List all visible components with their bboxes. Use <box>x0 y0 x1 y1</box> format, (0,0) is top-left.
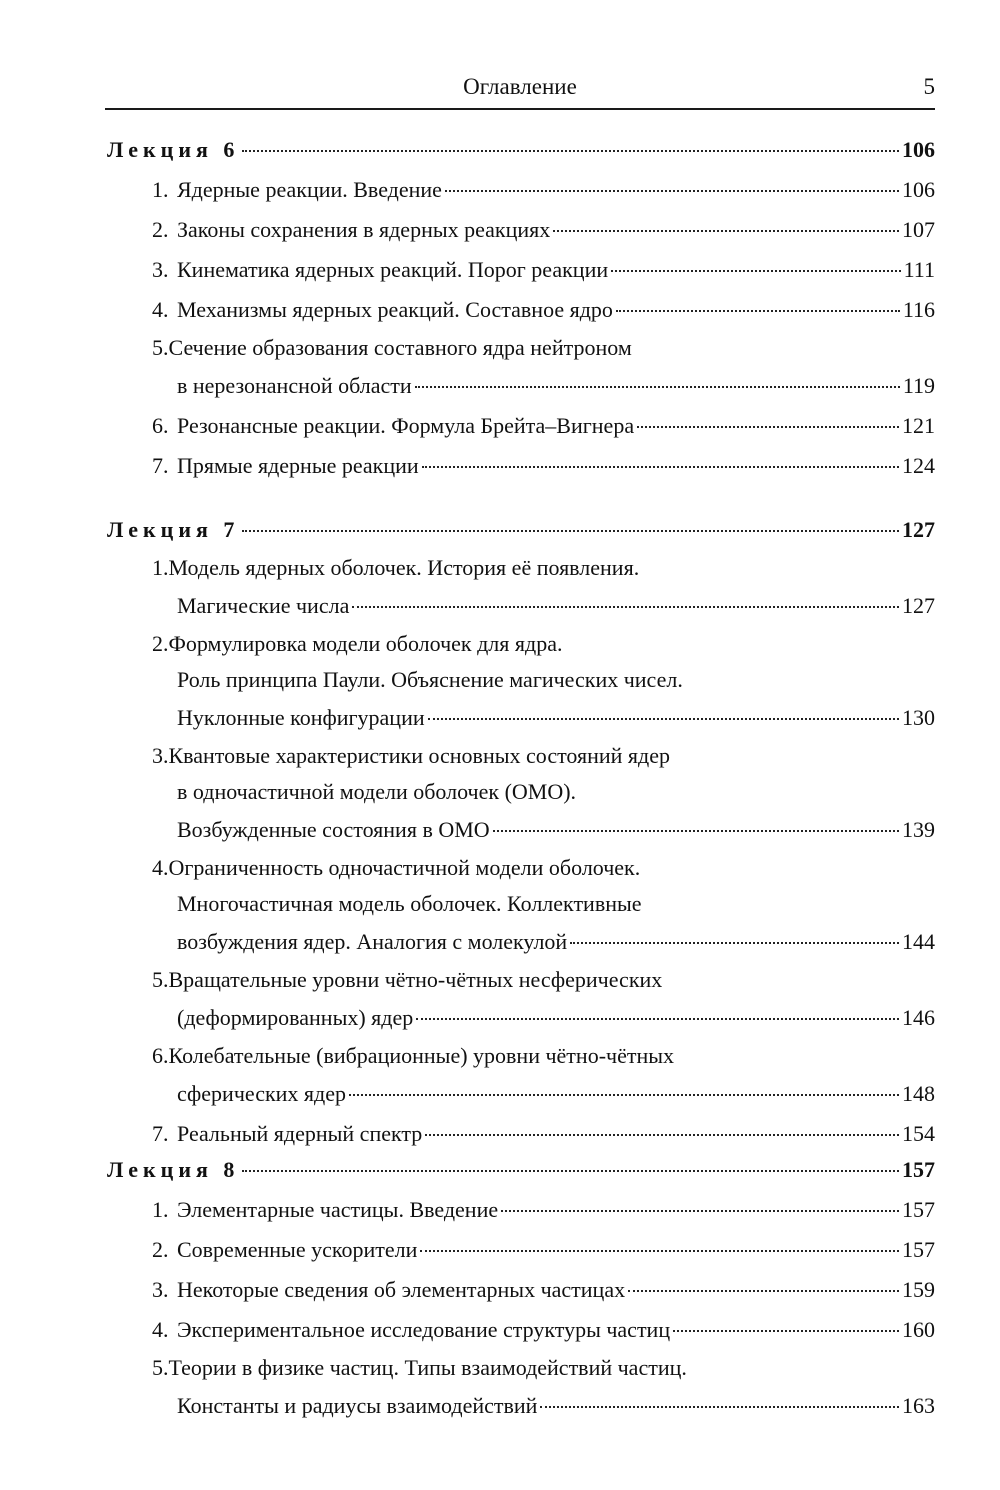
toc-entry-number: 3. <box>152 743 169 768</box>
toc-entry-text: Роль принципа Паули. Объяснение магических чисел. <box>177 667 683 692</box>
toc-entry-text: Кинематика ядерных реакций. Порог реакции <box>177 257 609 282</box>
toc-entry-page: 146 <box>902 1005 935 1030</box>
toc-entry-text: Резонансные реакции. Формула Брейта–Вигнера <box>177 413 635 438</box>
lecture-heading <box>107 130 935 170</box>
toc-entry-line <box>107 446 935 486</box>
toc-entry-page: 144 <box>902 929 935 954</box>
toc-entry-number: 3. <box>152 257 169 282</box>
dot-leader <box>428 717 899 720</box>
toc-entry-line <box>107 290 935 330</box>
toc-entry-text: Реальный ядерный спектр <box>177 1121 423 1146</box>
dot-leader <box>352 605 899 608</box>
toc-entry-text: Экспериментальное исследование структуры частиц <box>177 1317 671 1342</box>
toc-entry-text: (деформированных) ядер <box>177 1005 414 1030</box>
toc-entry-line <box>107 1038 935 1074</box>
toc-entry <box>107 406 935 446</box>
toc-entry-line <box>107 962 935 998</box>
toc-entry-text: Законы сохранения в ядерных реакциях <box>177 217 551 242</box>
dot-leader <box>416 1017 899 1020</box>
dot-leader <box>242 149 899 152</box>
toc-entry-line <box>107 1350 935 1386</box>
toc-entry-line <box>107 850 935 886</box>
toc-entry-number: 2. <box>152 631 169 656</box>
toc-entry-page: 148 <box>902 1081 935 1106</box>
dot-leader <box>425 1133 899 1136</box>
toc-entry-line <box>107 586 935 626</box>
lecture-page: 106 <box>902 137 935 162</box>
toc-entry-text: возбуждения ядер. Аналогия с молекулой <box>177 929 568 954</box>
dot-leader <box>673 1329 899 1332</box>
toc-entry-line <box>107 1190 935 1230</box>
toc-entry-page: 107 <box>902 217 935 242</box>
dot-leader <box>628 1289 899 1292</box>
toc-entry-line <box>107 550 935 586</box>
dot-leader <box>415 385 900 388</box>
toc-entry-text: Константы и радиусы взаимодействий <box>177 1393 538 1418</box>
toc-entry <box>107 1270 935 1310</box>
toc-entry-line <box>107 922 935 962</box>
lecture-page: 157 <box>902 1157 935 1182</box>
toc-entry-page: 127 <box>902 593 935 618</box>
toc-entry-text: Некоторые сведения об элементарных частицах <box>177 1277 626 1302</box>
dot-leader <box>553 229 899 232</box>
lecture-7-section <box>107 510 935 1154</box>
toc-entry-page: 160 <box>902 1317 935 1342</box>
toc-entry-text: Колебательные (вибрационные) уровни чётно-чётных <box>168 1043 675 1068</box>
toc-entry <box>107 250 935 290</box>
dot-leader <box>242 529 899 532</box>
toc-entry-line <box>107 406 935 446</box>
toc-entry-number: 1. <box>152 1197 169 1222</box>
toc-entry-line <box>107 810 935 850</box>
toc-entry-page: 111 <box>903 257 935 282</box>
toc-entry-text: Сечение образования составного ядра нейтроном <box>168 335 632 360</box>
toc-entry-number: 2. <box>152 217 169 242</box>
toc-entry-number: 6. <box>152 413 169 438</box>
toc-entry-page: 130 <box>902 705 935 730</box>
toc-entry-text: сферических ядер <box>177 1081 347 1106</box>
toc-entry <box>107 550 935 626</box>
toc-entry-text: Ограниченность одночастичной модели оболочек. <box>168 855 641 880</box>
toc-entry-number: 4. <box>152 855 169 880</box>
toc-entry-page: 157 <box>902 1197 935 1222</box>
toc-entry-text: Теории в физике частиц. Типы взаимодействий частиц. <box>168 1355 687 1380</box>
dot-leader <box>611 269 901 272</box>
running-header <box>105 68 935 110</box>
toc-entry <box>107 330 935 406</box>
toc-entry-text: Современные ускорители <box>177 1237 418 1262</box>
lecture-title: Лекция 6 <box>107 137 240 162</box>
toc-entry-number: 5. <box>152 335 169 360</box>
toc-entry-page: 159 <box>902 1277 935 1302</box>
toc-entry <box>107 626 935 738</box>
toc-entry-line <box>107 1270 935 1310</box>
dot-leader <box>422 465 899 468</box>
toc-entry-line <box>107 170 935 210</box>
header-page-number: 5 <box>923 74 935 99</box>
toc-entry <box>107 210 935 250</box>
toc-entry-number: 1. <box>152 177 169 202</box>
toc-entry-text: в одночастичной модели оболочек (ОМО). <box>177 779 577 804</box>
toc-entry <box>107 1310 935 1350</box>
toc-entry-text: в нерезонансной области <box>177 373 412 398</box>
toc-entry-page: 116 <box>902 297 935 322</box>
toc-entry <box>107 850 935 962</box>
toc-entry-page: 106 <box>902 177 935 202</box>
toc-entry-page: 124 <box>902 453 935 478</box>
toc-entry-line <box>107 1386 935 1426</box>
toc-entry <box>107 1350 935 1426</box>
dot-leader <box>616 309 900 312</box>
dot-leader <box>570 941 899 944</box>
toc-entry-line <box>107 1074 935 1114</box>
toc-entry-text: Многочастичная модель оболочек. Коллективные <box>177 891 642 916</box>
toc-entry <box>107 290 935 330</box>
toc-entry-line <box>107 886 935 922</box>
lecture-heading <box>107 510 935 550</box>
toc-entry-page: 121 <box>902 413 935 438</box>
toc-entry-line <box>107 626 935 662</box>
toc-entry <box>107 1114 935 1154</box>
toc-entry <box>107 170 935 210</box>
toc-entry-line <box>107 738 935 774</box>
toc-entry-line <box>107 330 935 366</box>
toc-entry <box>107 738 935 850</box>
toc-entry-text: Ядерные реакции. Введение <box>177 177 442 202</box>
dot-leader <box>637 425 899 428</box>
toc-entry <box>107 1038 935 1114</box>
dot-leader <box>501 1209 899 1212</box>
toc-entry-number: 5. <box>152 1355 169 1380</box>
lecture-heading <box>107 1150 935 1190</box>
toc-entry-number: 7. <box>152 453 169 478</box>
toc-entry-text: Элементарные частицы. Введение <box>177 1197 499 1222</box>
toc-entry-line <box>107 662 935 698</box>
toc-entry-line <box>107 698 935 738</box>
toc-entry-text: Нуклонные конфигурации <box>177 705 425 730</box>
toc-entry <box>107 446 935 486</box>
toc-entry-number: 4. <box>152 297 169 322</box>
dot-leader <box>445 189 899 192</box>
toc-entry-number: 1. <box>152 555 169 580</box>
dot-leader <box>493 829 899 832</box>
toc-entry-text: Возбужденные состояния в ОМО <box>177 817 490 842</box>
toc-entry-line <box>107 366 935 406</box>
toc-entry-line <box>107 774 935 810</box>
dot-leader <box>420 1249 899 1252</box>
toc-entry-line <box>107 250 935 290</box>
toc-entry-text: Магические числа <box>177 593 350 618</box>
lecture-title: Лекция 8 <box>107 1157 240 1182</box>
toc-entry-page: 163 <box>902 1393 935 1418</box>
toc-entry-text: Прямые ядерные реакции <box>177 453 419 478</box>
toc-entry-text: Квантовые характеристики основных состояний ядер <box>168 743 670 768</box>
toc-entry-number: 6. <box>152 1043 169 1068</box>
toc-entry-page: 119 <box>902 373 935 398</box>
toc-entry <box>107 962 935 1038</box>
header-title: Оглавление <box>463 74 577 99</box>
toc-entry-number: 3. <box>152 1277 169 1302</box>
toc-entry-number: 5. <box>152 967 169 992</box>
toc-entry-page: 139 <box>902 817 935 842</box>
toc-entry-text: Модель ядерных оболочек. История её появления. <box>168 555 640 580</box>
toc-entry-text: Вращательные уровни чётно-чётных несферических <box>168 967 663 992</box>
toc-entry-text: Формулировка модели оболочек для ядра. <box>168 631 563 656</box>
lecture-6-section <box>107 130 935 486</box>
toc-entry-number: 2. <box>152 1237 169 1262</box>
dot-leader <box>540 1405 899 1408</box>
toc-entry-line <box>107 1230 935 1270</box>
toc-entry <box>107 1230 935 1270</box>
dot-leader <box>349 1093 899 1096</box>
lecture-title: Лекция 7 <box>107 517 240 542</box>
toc-entry-line <box>107 1310 935 1350</box>
toc-entry-text: Механизмы ядерных реакций. Составное ядро <box>177 297 613 322</box>
toc-entry-line <box>107 1114 935 1154</box>
toc-entry-line <box>107 998 935 1038</box>
lecture-8-section <box>107 1150 935 1426</box>
toc-entry-line <box>107 210 935 250</box>
dot-leader <box>242 1169 899 1172</box>
toc-entry-number: 7. <box>152 1121 169 1146</box>
toc-entry-number: 4. <box>152 1317 169 1342</box>
toc-entry-page: 157 <box>902 1237 935 1262</box>
lecture-page: 127 <box>902 517 935 542</box>
toc-entry-page: 154 <box>902 1121 935 1146</box>
toc-entry <box>107 1190 935 1230</box>
